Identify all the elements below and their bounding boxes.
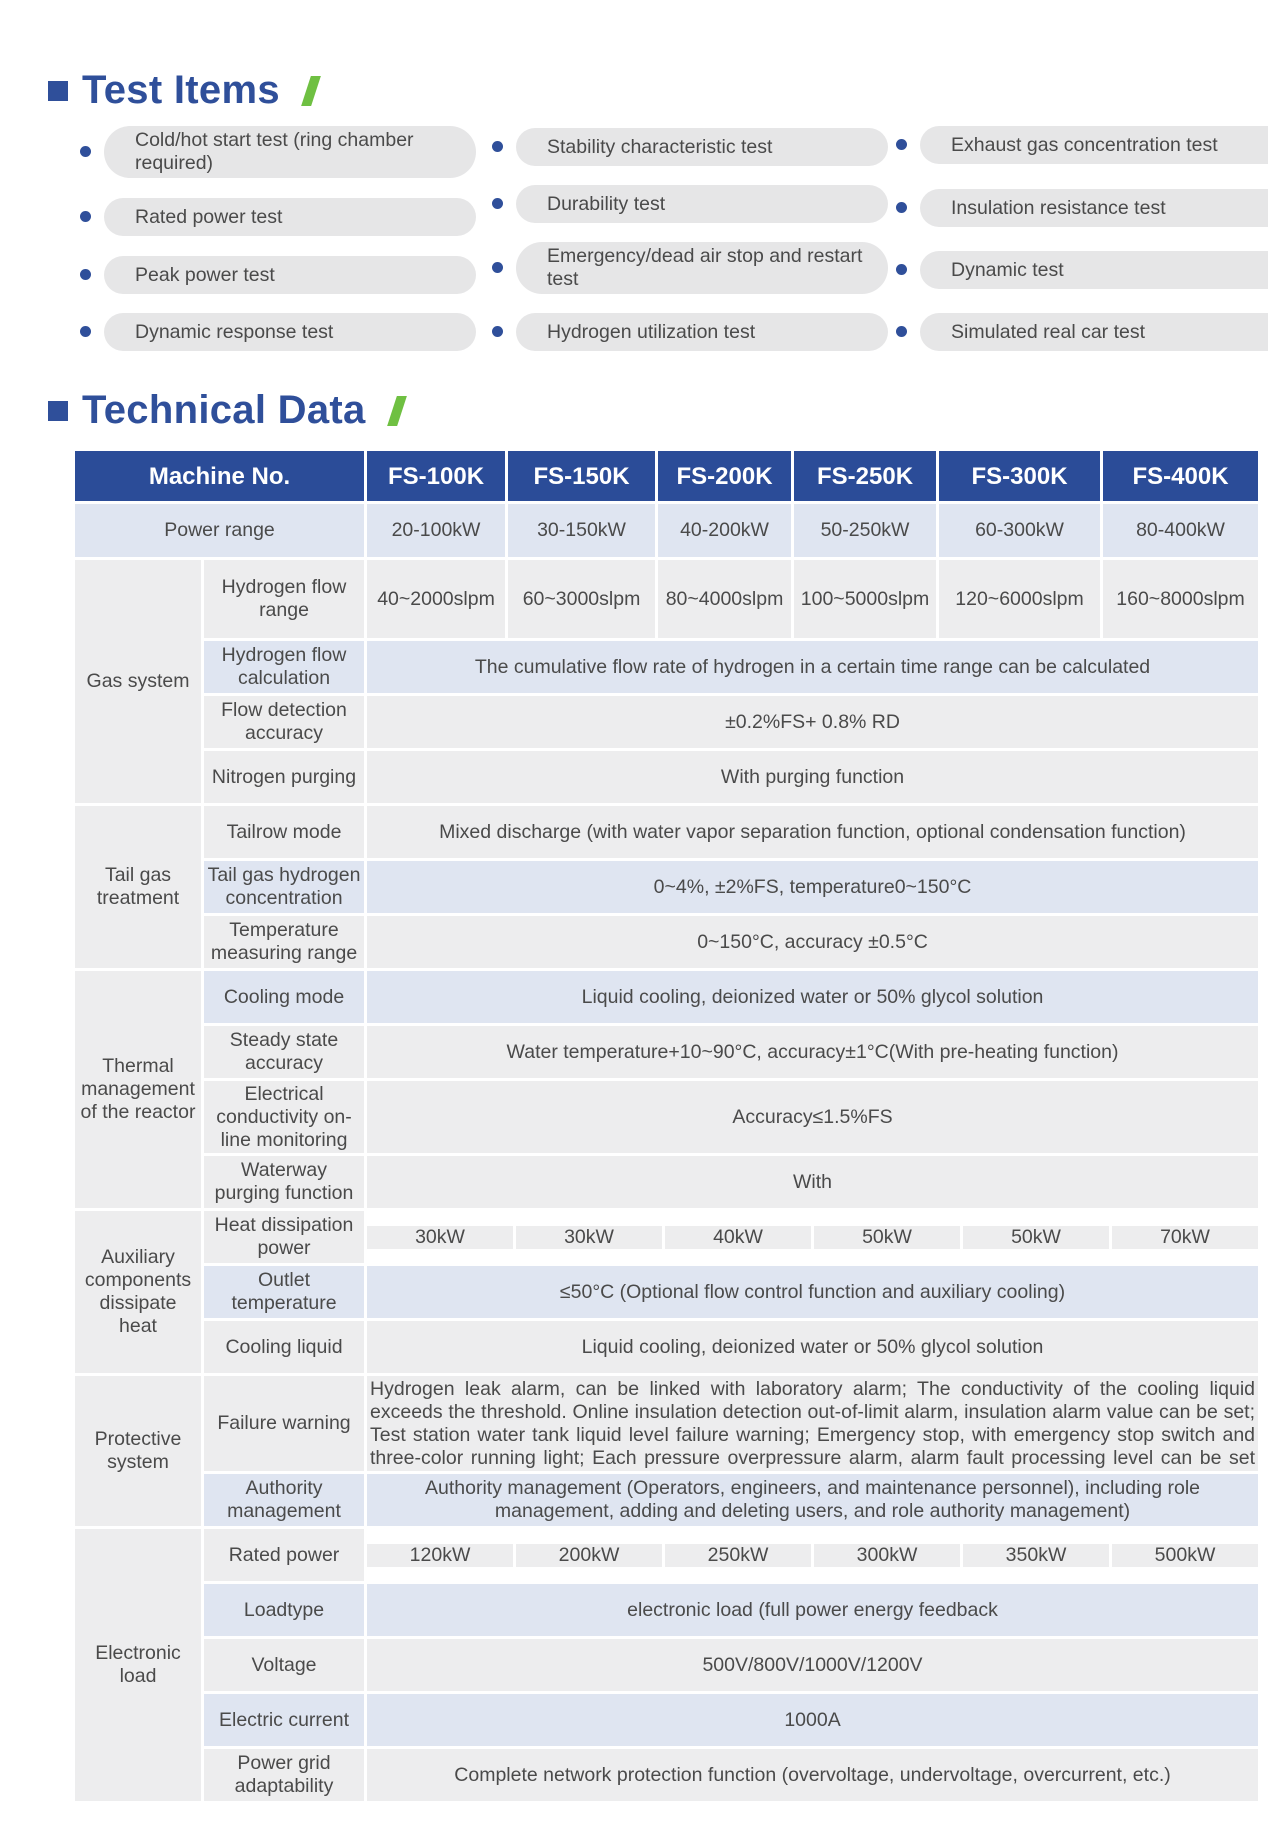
- table-header-row: [75, 451, 1258, 501]
- row-label: Steady state accuracy: [204, 1026, 364, 1078]
- table-cell: ±0.2%FS+ 0.8% RD: [367, 696, 1258, 748]
- table-cell: Liquid cooling, deionized water or 50% glycol solution: [367, 1321, 1258, 1373]
- table-cell: 50kW: [963, 1226, 1109, 1249]
- split-row: [367, 1226, 1258, 1249]
- bullet-icon: [492, 198, 503, 209]
- table-row: [75, 696, 1258, 748]
- test-item: [492, 313, 888, 351]
- table-cell: 30-150kW: [508, 504, 655, 557]
- table-cell: Liquid cooling, deionized water or 50% glycol solution: [367, 971, 1258, 1023]
- test-item-label: Emergency/dead air stop and restart test: [516, 242, 888, 294]
- table-cell: 1000A: [367, 1694, 1258, 1746]
- table-row: [75, 504, 1258, 557]
- heading-slash-icon: [387, 396, 407, 426]
- header-model: FS-150K: [508, 451, 655, 501]
- table-row: [75, 1266, 1258, 1318]
- test-item: [80, 126, 476, 178]
- table-row: [75, 1639, 1258, 1691]
- table-row: [75, 1376, 1258, 1471]
- test-items-title: Test Items: [82, 68, 280, 112]
- table-cell: electronic load (full power energy feedback: [367, 1584, 1258, 1636]
- test-item: [492, 128, 888, 166]
- header-model: FS-250K: [794, 451, 936, 501]
- heading-square-icon: [48, 401, 68, 421]
- table-row: [75, 916, 1258, 968]
- test-item: [80, 198, 476, 236]
- table-cell: With purging function: [367, 751, 1258, 803]
- table-cell: 0~4%, ±2%FS, temperature0~150°C: [367, 861, 1258, 913]
- row-label: Electric current: [204, 1694, 364, 1746]
- table-cell: Mixed discharge (with water vapor separation function, optional condensation function): [367, 806, 1258, 858]
- table-cell: 250kW: [665, 1544, 811, 1567]
- test-item-label: Stability characteristic test: [516, 128, 888, 166]
- table-cell: The cumulative flow rate of hydrogen in a certain time range can be calculated: [367, 641, 1258, 693]
- row-label: Power grid adaptability: [204, 1749, 364, 1801]
- technical-data-heading: [48, 388, 402, 433]
- table-cell: 30kW: [367, 1226, 513, 1249]
- row-label: Loadtype: [204, 1584, 364, 1636]
- bullet-icon: [492, 262, 503, 273]
- table-cell: 60~3000slpm: [508, 560, 655, 638]
- row-label: Heat dissipation power: [204, 1211, 364, 1263]
- bullet-icon: [80, 211, 91, 222]
- group-label-tail-gas: Tail gas treatment: [75, 806, 201, 968]
- test-item-label: Dynamic response test: [104, 313, 476, 351]
- test-items-heading: [48, 68, 316, 113]
- table-row: [75, 1211, 1258, 1263]
- heading-square-icon: [48, 81, 68, 101]
- row-label: Authority management: [204, 1474, 364, 1526]
- row-label: Failure warning: [204, 1376, 364, 1471]
- table-row: [75, 1474, 1258, 1526]
- table-cell: 100~5000slpm: [794, 560, 936, 638]
- test-item: [492, 185, 888, 223]
- group-label-thermal: Thermal management of the reactor: [75, 971, 201, 1208]
- row-label: Waterway purging function: [204, 1156, 364, 1208]
- row-label: Cooling liquid: [204, 1321, 364, 1373]
- row-label: Hydrogen flow range: [204, 560, 364, 638]
- table-row: [75, 1694, 1258, 1746]
- test-item-label: Insulation resistance test: [920, 189, 1268, 227]
- row-label: Rated power: [204, 1529, 364, 1581]
- row-label: Cooling mode: [204, 971, 364, 1023]
- table-cell: 20-100kW: [367, 504, 505, 557]
- table-row: [75, 1321, 1258, 1373]
- bullet-icon: [80, 326, 91, 337]
- bullet-icon: [896, 139, 907, 150]
- test-item-label: Simulated real car test: [920, 313, 1268, 351]
- table-row: [75, 1749, 1258, 1801]
- table-row: [75, 641, 1258, 693]
- test-item-label: Exhaust gas concentration test: [920, 126, 1268, 164]
- table-cell: Hydrogen leak alarm, can be linked with laboratory alarm; The conductivity of the cooling liquid exceeds the threshold. Online insulation detection out-of-limit alarm, insulation alarm value can be set; Test station water tank liquid level failure warning; Emergency stop, with emergency stop switch and three-color running light; Each pressure overpressure alarm, alarm fault processing level can be set: [367, 1376, 1258, 1471]
- row-label: Outlet temperature: [204, 1266, 364, 1318]
- table-row: [75, 971, 1258, 1023]
- row-label: Voltage: [204, 1639, 364, 1691]
- power-range-label: Power range: [75, 504, 364, 557]
- test-item: [896, 251, 1268, 289]
- bullet-icon: [492, 141, 503, 152]
- row-label: Tailrow mode: [204, 806, 364, 858]
- table-cell: 40kW: [665, 1226, 811, 1249]
- table-cell: 200kW: [516, 1544, 662, 1567]
- table-cell: 0~150°C, accuracy ±0.5°C: [367, 916, 1258, 968]
- table-cell: 120kW: [367, 1544, 513, 1567]
- test-item-label: Durability test: [516, 185, 888, 223]
- technical-data-table: [72, 448, 1261, 1804]
- heat-dissipation-values: [367, 1211, 1258, 1263]
- test-item-label: Cold/hot start test (ring chamber required): [104, 126, 476, 178]
- row-label: Tail gas hydrogen concentration: [204, 861, 364, 913]
- test-item: [80, 313, 476, 351]
- table-cell: Complete network protection function (overvoltage, undervoltage, overcurrent, etc.): [367, 1749, 1258, 1801]
- table-cell: 60-300kW: [939, 504, 1100, 557]
- row-label: Hydrogen flow calculation: [204, 641, 364, 693]
- test-item: [896, 189, 1268, 227]
- table-cell: 300kW: [814, 1544, 960, 1567]
- test-item: [896, 126, 1268, 164]
- group-label-electronic-load: Electronic load: [75, 1529, 201, 1801]
- table-row: [75, 1584, 1258, 1636]
- table-cell: 50-250kW: [794, 504, 936, 557]
- bullet-icon: [492, 326, 503, 337]
- group-label-auxiliary: Auxiliary components dissipate heat: [75, 1211, 201, 1373]
- bullet-icon: [896, 264, 907, 275]
- group-label-gas-system: Gas system: [75, 560, 201, 803]
- test-item-label: Dynamic test: [920, 251, 1268, 289]
- table-row: [75, 1081, 1258, 1153]
- table-row: [75, 1529, 1258, 1581]
- header-model: FS-300K: [939, 451, 1100, 501]
- table-cell: 500V/800V/1000V/1200V: [367, 1639, 1258, 1691]
- bullet-icon: [896, 326, 907, 337]
- test-item-label: Rated power test: [104, 198, 476, 236]
- test-item: [80, 256, 476, 294]
- split-row: [367, 1544, 1258, 1567]
- table-cell: 350kW: [963, 1544, 1109, 1567]
- table-cell: 50kW: [814, 1226, 960, 1249]
- bullet-icon: [896, 202, 907, 213]
- header-model: FS-100K: [367, 451, 505, 501]
- test-item-label: Peak power test: [104, 256, 476, 294]
- header-model: FS-200K: [658, 451, 791, 501]
- group-label-protective: Protective system: [75, 1376, 201, 1526]
- table-cell: 40-200kW: [658, 504, 791, 557]
- test-item: [492, 242, 888, 294]
- header-model: FS-400K: [1103, 451, 1258, 501]
- table-cell: 30kW: [516, 1226, 662, 1249]
- row-label: Temperature measuring range: [204, 916, 364, 968]
- rated-power-values: [367, 1529, 1258, 1581]
- row-label: Electrical conductivity on-line monitoring: [204, 1081, 364, 1153]
- table-cell: With: [367, 1156, 1258, 1208]
- table-row: [75, 806, 1258, 858]
- table-cell: ≤50°C (Optional flow control function and auxiliary cooling): [367, 1266, 1258, 1318]
- table-cell: 80~4000slpm: [658, 560, 791, 638]
- table-cell: 120~6000slpm: [939, 560, 1100, 638]
- table-cell: Authority management (Operators, engineers, and maintenance personnel), including role management, adding and deleting users, and role authority management): [367, 1474, 1258, 1526]
- table-cell: Water temperature+10~90°C, accuracy±1°C(With pre-heating function): [367, 1026, 1258, 1078]
- row-label: Flow detection accuracy: [204, 696, 364, 748]
- bullet-icon: [80, 146, 91, 157]
- table-cell: 160~8000slpm: [1103, 560, 1258, 638]
- table-cell: 500kW: [1112, 1544, 1258, 1567]
- heading-slash-icon: [301, 76, 321, 106]
- test-item: [896, 313, 1268, 351]
- table-row: [75, 861, 1258, 913]
- header-machine-no: Machine No.: [75, 451, 364, 501]
- table-cell: Accuracy≤1.5%FS: [367, 1081, 1258, 1153]
- technical-data-title: Technical Data: [82, 388, 366, 432]
- table-row: [75, 560, 1258, 638]
- bullet-icon: [80, 269, 91, 280]
- table-row: [75, 751, 1258, 803]
- test-item-label: Hydrogen utilization test: [516, 313, 888, 351]
- table-cell: 80-400kW: [1103, 504, 1258, 557]
- table-row: [75, 1026, 1258, 1078]
- row-label: Nitrogen purging: [204, 751, 364, 803]
- table-row: [75, 1156, 1258, 1208]
- table-cell: 70kW: [1112, 1226, 1258, 1249]
- table-cell: 40~2000slpm: [367, 560, 505, 638]
